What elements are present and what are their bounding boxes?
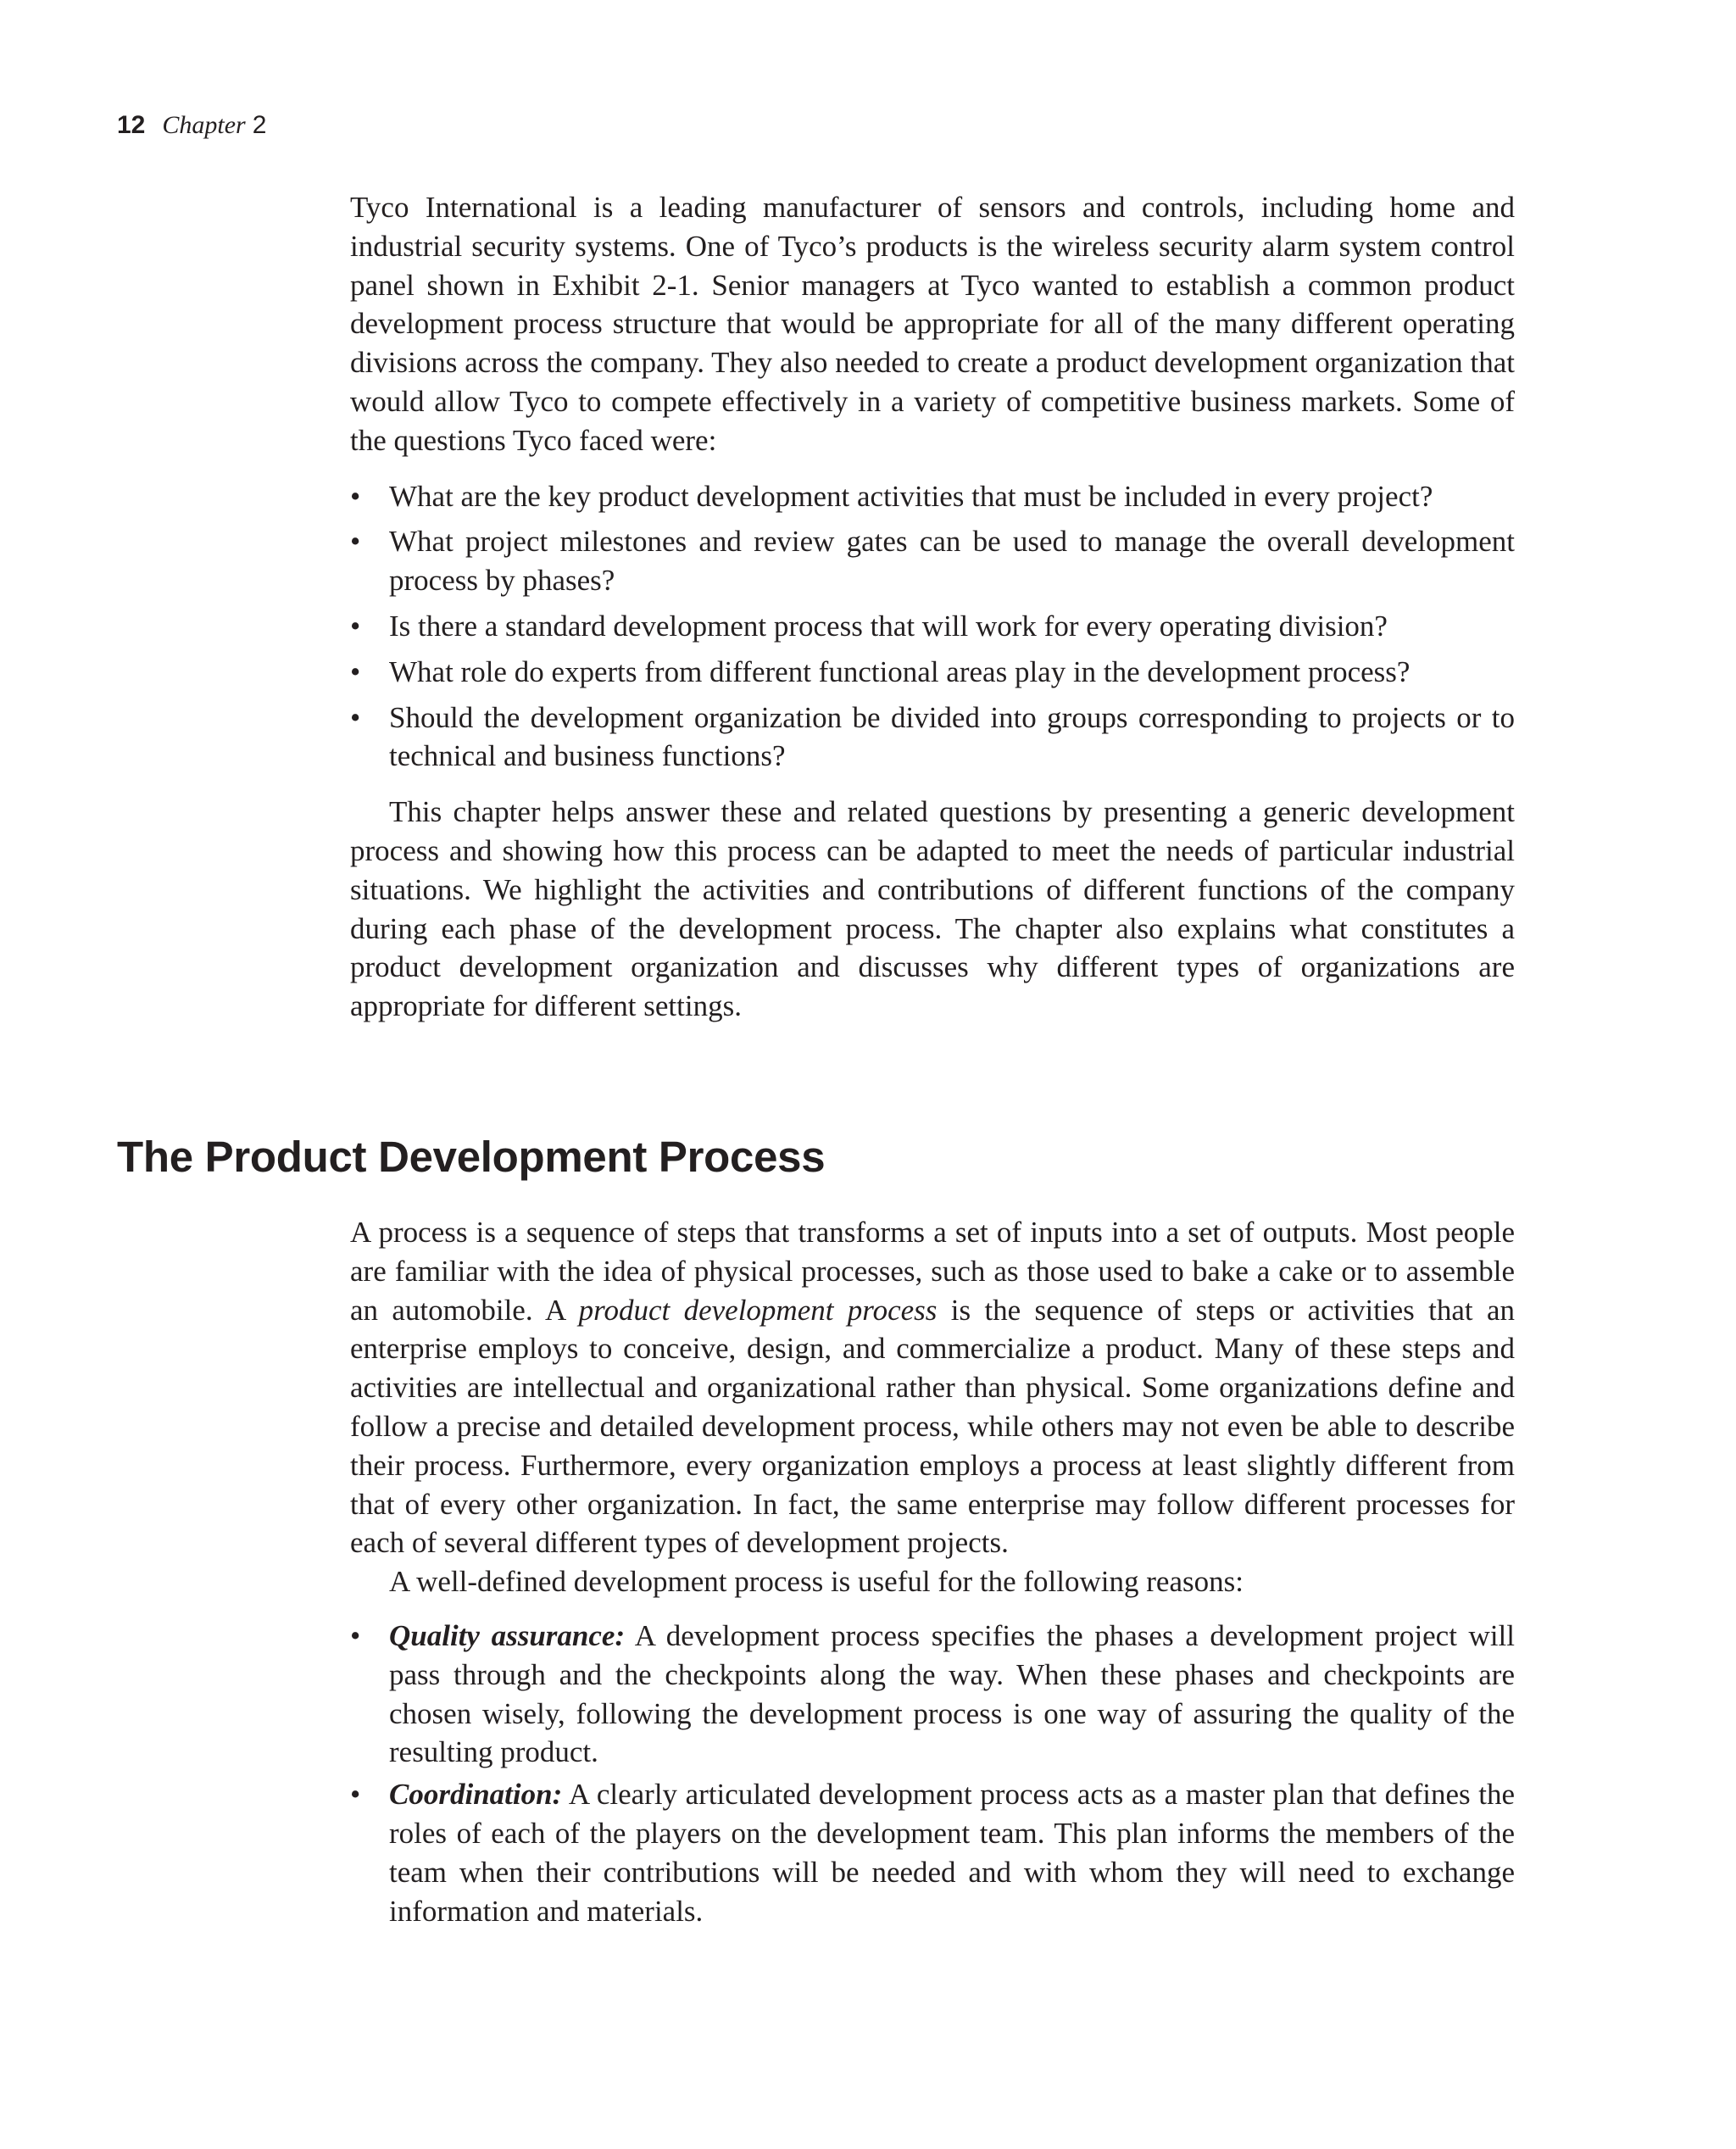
bullet-icon: • <box>350 479 361 513</box>
bullet-icon: • <box>350 654 361 688</box>
reason-lead: Coordination: <box>389 1778 563 1812</box>
bullet-icon: • <box>350 700 361 734</box>
key-term: product development process <box>578 1293 938 1327</box>
list-item <box>350 522 1515 600</box>
reasons-intro-paragraph: A well-defined development process is useful for the following reasons: <box>389 1565 1244 1599</box>
list-item <box>350 653 1515 692</box>
reason-lead: Quality assurance: <box>389 1618 626 1652</box>
list-item <box>350 1775 1515 1930</box>
section-heading: The Product Development Process <box>117 1133 826 1181</box>
chapter-label: Chapter <box>162 111 246 139</box>
list-item <box>350 1617 1515 1772</box>
bullet-icon: • <box>350 1778 361 1812</box>
list-item-text: Is there a standard development process that will work for every operating division? <box>389 609 1388 643</box>
chapter-number: 2 <box>252 111 267 139</box>
list-item <box>350 699 1515 777</box>
bullet-icon: • <box>350 609 361 643</box>
list-item <box>350 607 1515 646</box>
bullet-icon: • <box>350 1618 361 1652</box>
process-definition-paragraph <box>350 1213 1515 1562</box>
running-header <box>117 111 266 148</box>
list-item-text: What role do experts from different functional areas play in the development process? <box>389 654 1410 688</box>
reasons-list <box>350 1617 1515 1930</box>
reason-text: A development process specifies the phases a development project will pass through and the checkpoints along the way. When these phases and checkpoints are chosen wisely, following the development process is one way of assuring the quality of the resulting product. <box>389 1618 1516 1769</box>
intro-section <box>350 188 1515 1026</box>
closing-paragraph: This chapter helps answer these and related questions by presenting a generic development process and showing how this process can be adapted to meet the needs of particular industrial situations. We highlight the activities and contributions of different functions of the company during each phase of the development process. The chapter also explains what constitutes a product development organization and discusses why different types of organizations are appropriate for different settings. <box>350 795 1515 1023</box>
page-number: 12 <box>117 111 146 139</box>
list-item-text: Should the development organization be divided into groups corresponding to projects or to technical and business functions? <box>389 700 1515 773</box>
paragraph-text: A process is a sequence of steps that transforms a set of inputs into a set of outputs. Most people are familiar with the idea of physical processes, such as those used to bake a cake or to assemble an automobile. A <box>350 1216 1515 1327</box>
bullet-icon: • <box>350 525 361 559</box>
list-item <box>350 477 1515 516</box>
list-item-text: What project milestones and review gates can be used to manage the overall development process by phases? <box>389 525 1515 598</box>
intro-paragraph: Tyco International is a leading manufacturer of sensors and controls, including home and industrial security systems. One of Tyco’s products is the wireless security alarm system control panel shown in Exhibit 2-1. Senior managers at Tyco wanted to establish a common product development process structure that would be appropriate for all of the many different operating divisions across the company. They also needed to create a product development organization that would allow Tyco to compete effectively in a variety of competitive business markets. Some of the questions Tyco faced were: <box>350 191 1515 457</box>
section-body <box>350 1213 1515 1930</box>
reason-text: A clearly articulated development process acts as a master plan that defines the roles of each of the players on the development team. This plan informs the members of the team when their contributions will be needed and with whom they will need to exchange information and materials. <box>389 1778 1515 1928</box>
question-list <box>350 477 1515 777</box>
list-item-text: What are the key product development activities that must be included in every project? <box>389 479 1433 513</box>
paragraph-text: is the sequence of steps or activities that an enterprise employs to conceive, design, and commercialize a product. Many of these steps and activities are intellectual and organizational rather than physical. Some organizations define and follow a precise and detailed development process, while others may not even be able to describe their process. Furthermore, every organization employs a process at least slightly different from that of every other organization. In fact, the same enterprise may follow different processes for each of several different types of development projects. <box>350 1293 1515 1560</box>
